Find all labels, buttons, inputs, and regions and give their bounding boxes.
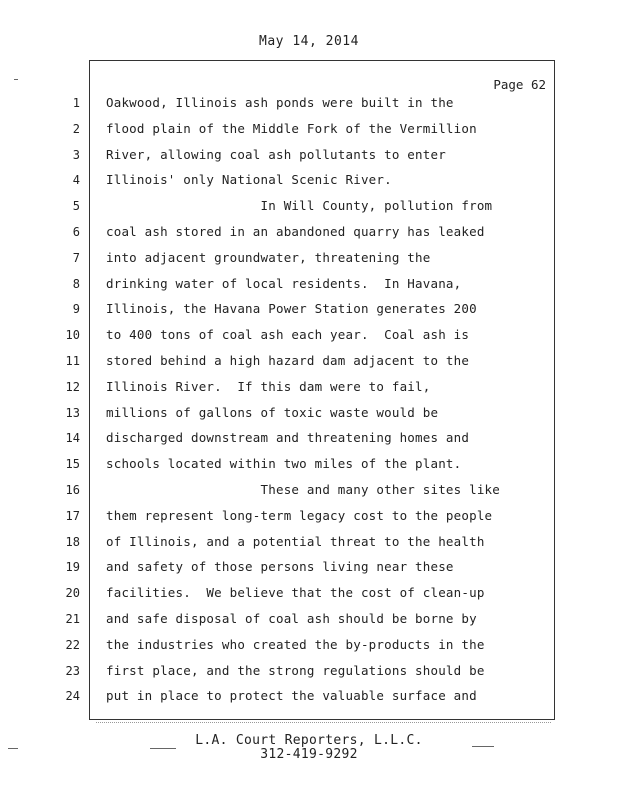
line-number: 2 [72,121,80,136]
transcript-line: and safety of those persons living near these [106,559,454,575]
line-number: 11 [65,354,80,368]
scan-speck [472,746,494,747]
transcript-line: put in place to protect the valuable surface and [106,688,477,704]
line-number: 3 [72,147,80,162]
line-number: 4 [72,173,80,188]
transcript-line: them represent long-term legacy cost to the people [106,507,493,523]
transcript-line: of Illinois, and a potential threat to the health [106,533,485,549]
transcript-line: into adjacent groundwater, threatening the [106,249,431,265]
line-number: 13 [65,405,80,420]
line-number: 21 [65,612,80,626]
scan-speck [150,748,176,749]
transcript-line: Oakwood, Illinois ash ponds were built in the [106,95,454,110]
transcript-line: coal ash stored in an abandoned quarry has leaked [106,224,485,239]
line-number: 8 [72,276,80,291]
transcript-line: millions of gallons of toxic waste would be [106,404,439,420]
line-number: 18 [65,534,80,549]
transcript-line: These and many other sites like [106,482,501,497]
transcript-line: stored behind a high hazard dam adjacent to the [106,353,470,368]
line-number: 9 [72,302,80,317]
transcript-line: Illinois River. If this dam were to fail, [106,378,431,394]
line-number: 17 [65,508,80,523]
line-number: 19 [65,560,80,575]
line-number: 14 [65,431,80,446]
transcript-line: Illinois' only National Scenic River. [106,172,392,188]
line-number: 10 [65,328,80,343]
line-number: 1 [72,96,80,110]
scan-speck [8,748,18,749]
line-number: 23 [65,663,80,678]
transcript-line: River, allowing coal ash pollutants to enter [106,146,446,162]
court-reporter-name: L.A. Court Reporters, L.L.C. [195,733,423,748]
line-number: 16 [65,483,80,497]
line-number: 22 [65,637,80,652]
transcript-line: In Will County, pollution from [106,198,493,214]
line-number: 5 [72,199,80,214]
transcript-line: Illinois, the Havana Power Station generates 200 [106,301,477,317]
court-reporter-phone: 312-419-9292 [260,747,358,762]
transcript-line: facilities. We believe that the cost of clean-up [106,585,485,601]
transcript-line: schools located within two miles of the plant. [106,456,462,472]
line-number: 12 [65,379,80,394]
transcript-line: first place, and the strong regulations should be [106,662,485,678]
line-number: 6 [72,225,80,239]
line-number: 7 [72,250,80,265]
transcript-line: to 400 tons of coal ash each year. Coal ash is [106,327,470,343]
page-number: Page 62 [493,77,546,92]
transcript-line: flood plain of the Middle Fork of the Vermillion [106,120,477,136]
transcript-line: and safe disposal of coal ash should be borne by [106,611,477,626]
bottom-divider [96,722,551,723]
line-number: 20 [65,586,80,601]
line-number: 24 [65,689,80,704]
transcript-line: drinking water of local residents. In Havana, [106,275,462,291]
line-number: 15 [65,457,80,472]
scan-speck [14,79,18,80]
transcript-line: the industries who created the by-products in the [106,636,485,652]
transcript-date: May 14, 2014 [259,34,359,49]
transcript-line: discharged downstream and threatening homes and [106,430,470,446]
